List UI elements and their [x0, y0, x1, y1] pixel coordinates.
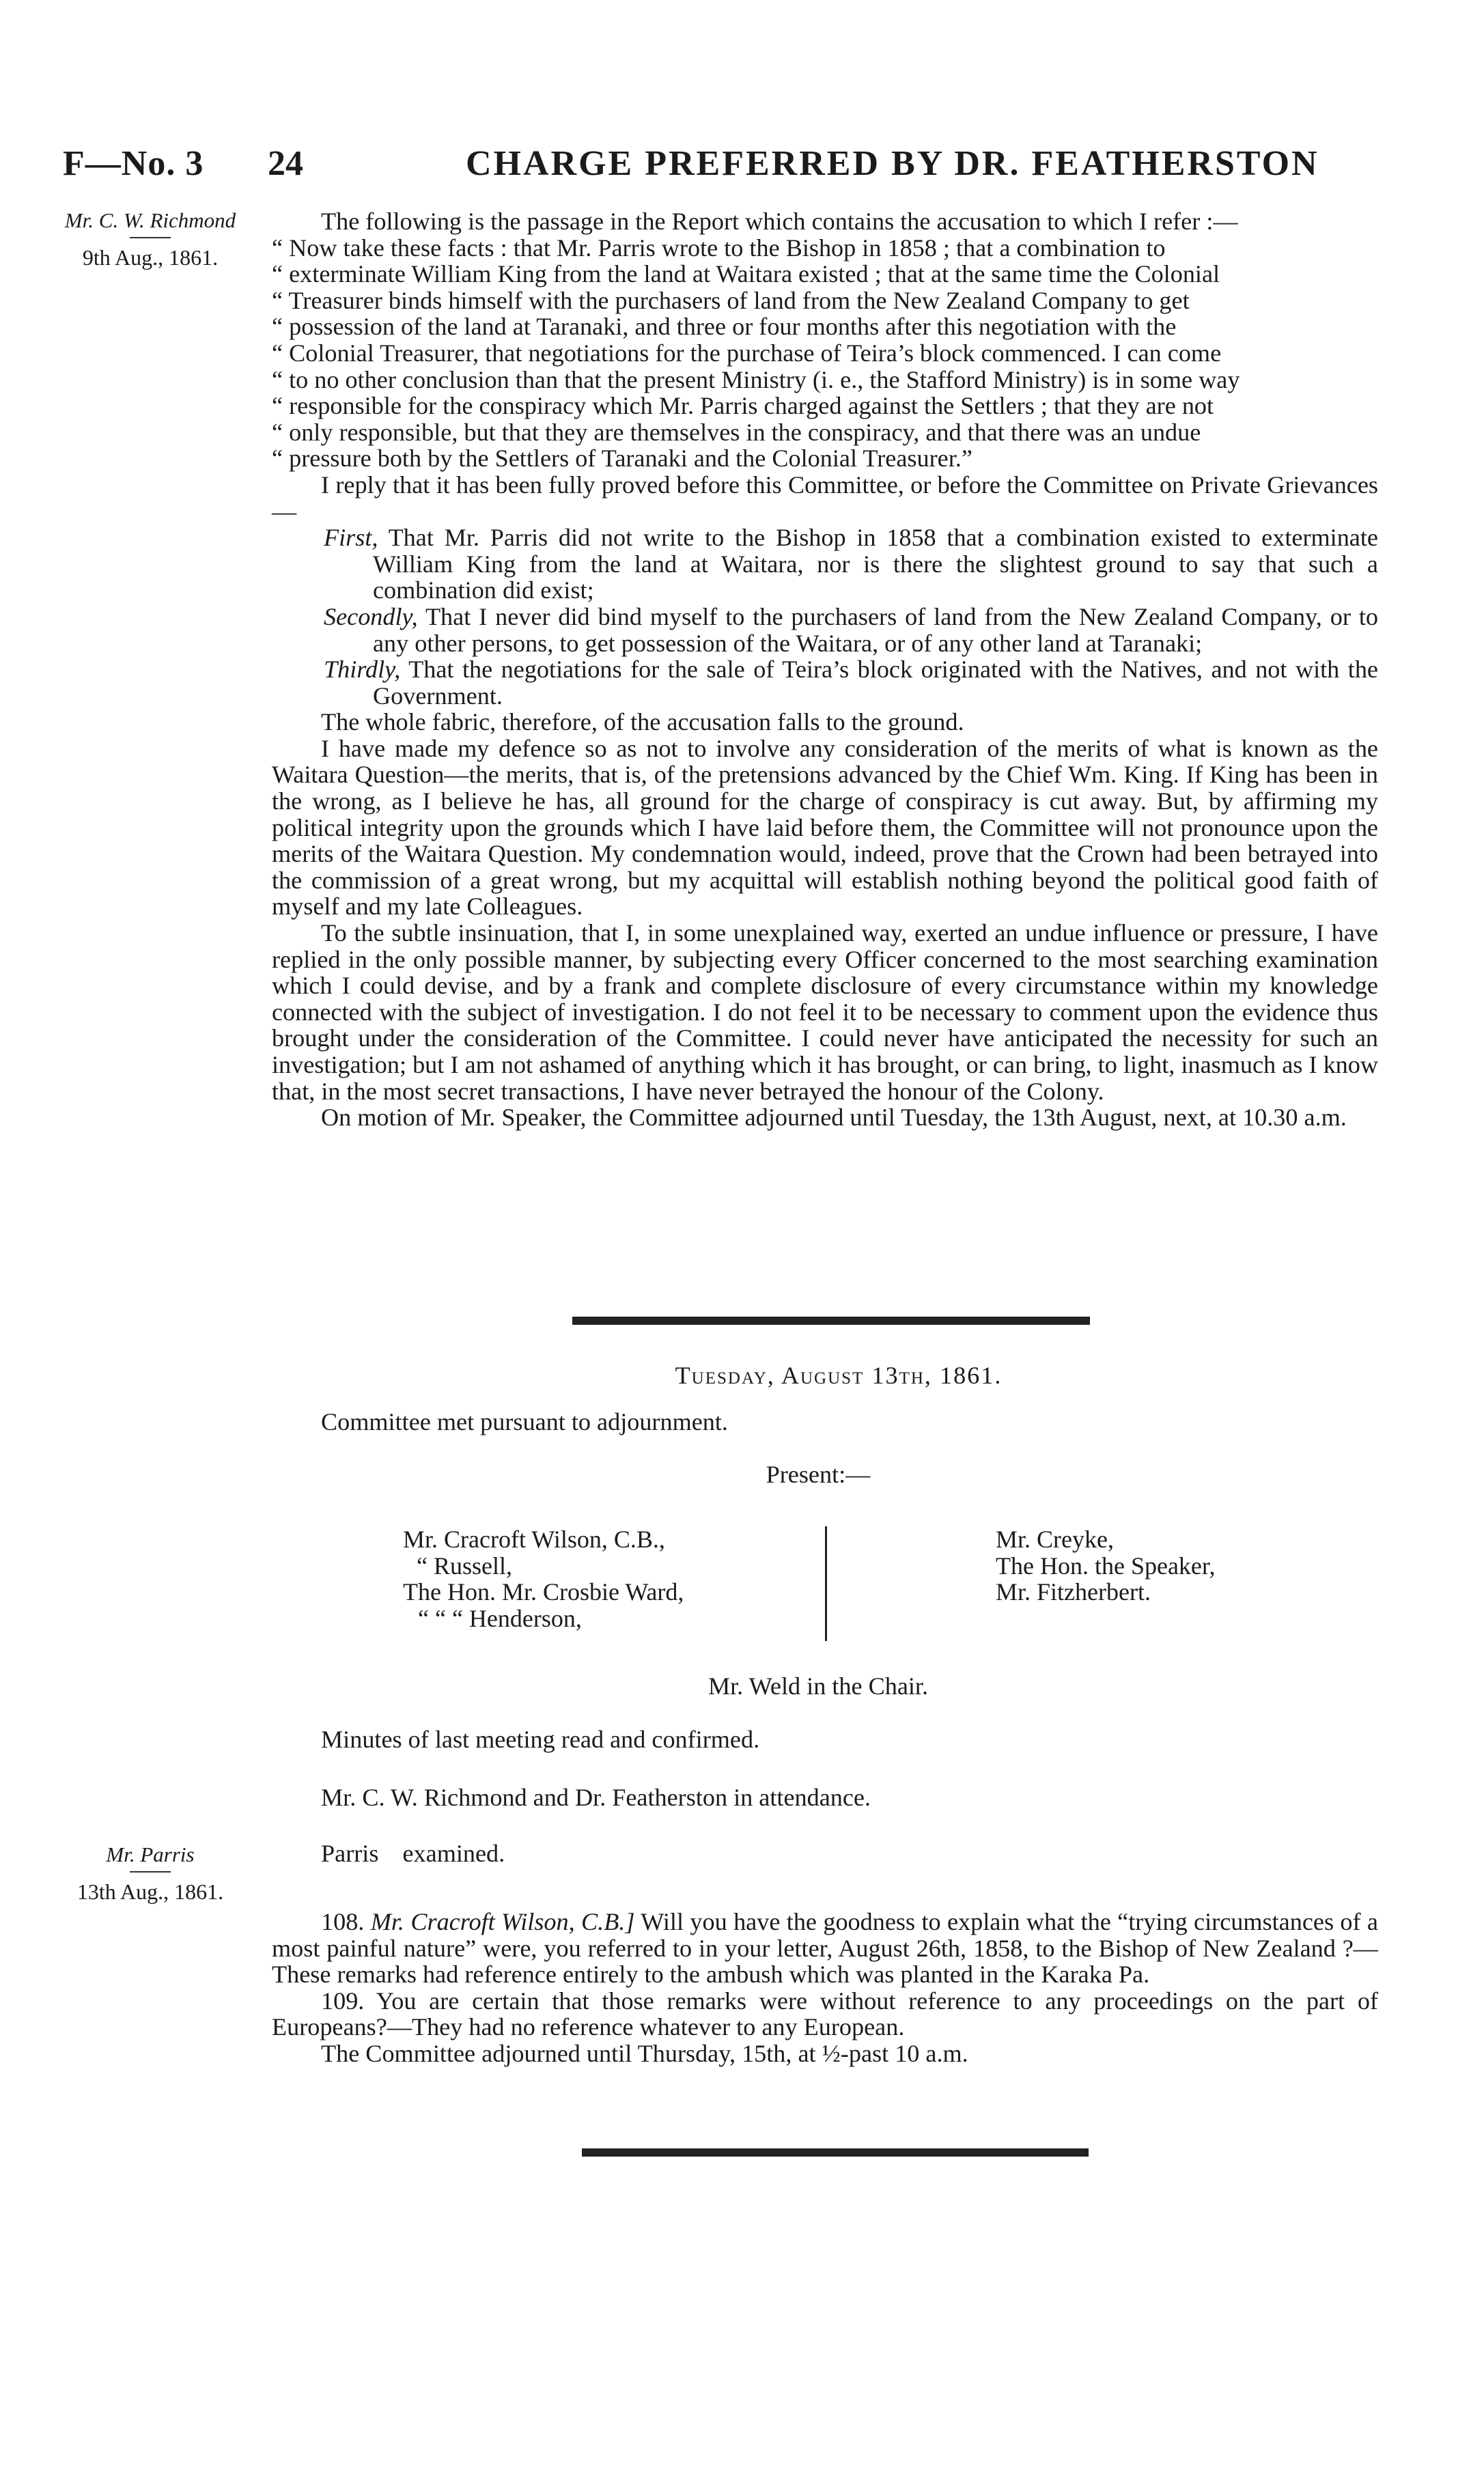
point-text: That the negotiations for the sale of Teira’s block originated with the Natives, and not with the Government.: [373, 656, 1378, 710]
column-divider: [825, 1526, 827, 1641]
first-section: [272, 208, 1378, 1131]
present-label: Present:—: [766, 1461, 871, 1488]
quote-line: “ pressure both by the Settlers of Taranaki and the Colonial Treasurer.”: [272, 445, 972, 473]
present-right-column: [996, 1526, 1351, 1605]
margin-date: 9th Aug., 1861.: [82, 245, 219, 270]
met-line: Committee met pursuant to adjournment.: [321, 1408, 728, 1435]
meeting-date: Tuesday, August 13th, 1861.: [675, 1362, 1003, 1389]
point-second: [272, 604, 1378, 656]
margin-note-richmond: [41, 208, 260, 270]
quote-line: “ possession of the land at Taranaki, and three or four months after this negotiation with the: [272, 313, 1177, 341]
quote-line: “ exterminate William King from the land at Waitara existed ; that at the same time the Colonial: [272, 260, 1220, 288]
examined-word: examined.: [402, 1840, 505, 1867]
date-heading: [272, 1362, 1405, 1389]
quote-line: “ responsible for the conspiracy which Mr. Parris charged against the Settlers ; that they are not: [272, 392, 1214, 420]
body-paragraph: I have made my defence so as not to involve any consideration of the merits of what is known as the Waitara Question—the merits, that is, of the pretensions advanced by the Chief Wm. King. If King has been in the wrong, as I believe he has, all ground for the charge of conspiracy is cut away. But, by affirming my political integrity upon the grounds which I have laid before them, the Committee will not pronounce upon the merits of the Waitara Question. My condemnation would, indeed, prove that the Crown had been betrayed into the commission of a great wrong, but my acquittal will establish nothing beyond the political good faith of myself and my late Colleagues.: [272, 734, 1378, 921]
evidence-section: [272, 1909, 1378, 2067]
question-number: 108.: [321, 1908, 365, 1935]
quote-line: “ only responsible, but that they are themselves in the conspiracy, and that there was an undue: [272, 418, 1201, 446]
quote-line: “ to no other conclusion than that the present Ministry (i. e., the Stafford Ministry) is in some way: [272, 365, 1240, 393]
member-name: Mr. Creyke,: [996, 1526, 1114, 1553]
chair-line: Mr. Weld in the Chair.: [708, 1672, 929, 1700]
body-paragraph: The whole fabric, therefore, of the accusation falls to the ground.: [321, 708, 964, 736]
section-divider: [572, 1317, 1090, 1325]
witness-name: Parris: [321, 1840, 379, 1867]
question-108: [272, 1909, 1378, 1988]
margin-witness-name: Mr. C. W. Richmond: [64, 208, 236, 232]
adjournment-paragraph: On motion of Mr. Speaker, the Committee adjourned until Tuesday, the 13th August, next, at 10.30 a.m.: [321, 1104, 1347, 1132]
page-title: CHARGE PREFERRED BY DR. FEATHERSTON: [466, 144, 1319, 183]
intro-paragraph: The following is the passage in the Report which contains the accusation to which I refer :—: [321, 208, 1238, 235]
attendance-line: Mr. C. W. Richmond and Dr. Featherston in attendance.: [321, 1784, 871, 1811]
question-speaker: Mr. Cracroft Wilson, C.B.]: [370, 1908, 635, 1935]
member-name: “ Russell,: [417, 1552, 512, 1580]
member-name: The Hon. the Speaker,: [996, 1552, 1216, 1580]
closing-divider: [582, 2148, 1089, 2157]
member-name: The Hon. Mr. Crosbie Ward,: [403, 1578, 684, 1606]
quote-line: “ Treasurer binds himself with the purchasers of land from the New Zealand Company to get: [272, 286, 1190, 314]
member-name: Mr. Cracroft Wilson, C.B.,: [403, 1526, 665, 1553]
body-paragraph: To the subtle insinuation, that I, in some unexplained way, exerted an undue influence or pressure, I have replied in the only possible manner, by subjecting every Officer concerned to the most searching examination which I could devise, and by a frank and complete disclosure of every circumstance within my knowledge connected with the subject of investigation. I do not feel it to be necessary to comment upon the evidence thus brought under the consideration of the Committee. I could never have anticipated the necessity for such an investigation; but I am not ashamed of anything which it has brought, or can bring, to light, inasmuch as I know that, in the most secret transactions, I have never betrayed the honour of the Colony.: [272, 919, 1378, 1105]
adjourned-line: The Committee adjourned until Thursday, 15th, at ½-past 10 a.m.: [321, 2039, 968, 2067]
question-109: 109. You are certain that those remarks were without reference to any proceedings on the part of Europeans?—They had no reference whatever to any European.: [272, 1987, 1378, 2041]
paper-number: F—No. 3: [63, 144, 204, 183]
quote-line: “ Colonial Treasurer, that negotiations for the purchase of Teira’s block commenced. I can come: [272, 339, 1222, 367]
present-left-column: [403, 1526, 813, 1631]
margin-witness-name: Mr. Parris: [106, 1842, 195, 1866]
page-header: [63, 143, 1401, 184]
margin-rule: [130, 237, 171, 238]
point-third: [272, 656, 1378, 709]
margin-note-parris: [41, 1842, 260, 1905]
member-name: “ “ “ Henderson,: [418, 1604, 582, 1632]
reply-paragraph: I reply that it has been fully proved before this Committee, or before the Committee on Private Grievances—: [272, 471, 1378, 525]
point-label: Secondly,: [324, 602, 418, 630]
page-number: 24: [268, 144, 303, 183]
margin-rule: [130, 1871, 171, 1873]
margin-date: 13th Aug., 1861.: [76, 1879, 224, 1904]
point-text: That Mr. Parris did not write to the Bishop in 1858 that a combination existed to exterminate William King from the land at Waitara, nor is there the slightest ground to say that such a combination did exist;: [373, 524, 1378, 604]
point-text: That I never did bind myself to the purchasers of land from the New Zealand Company, or to any other persons, to get possession of the Waitara, or of any other land at Taranaki;: [373, 602, 1378, 657]
minutes-line: Minutes of last meeting read and confirmed.: [321, 1726, 760, 1753]
examined-line: [321, 1840, 1386, 1867]
quote-line: “ Now take these facts : that Mr. Parris wrote to the Bishop in 1858 ; that a combination to: [272, 234, 1166, 262]
point-first: [272, 524, 1378, 604]
point-label: First,: [324, 524, 378, 552]
point-label: Thirdly,: [324, 656, 401, 684]
member-name: Mr. Fitzherbert.: [996, 1578, 1151, 1606]
quoted-passage: [272, 235, 1378, 472]
question-text: Will you have the goodness to explain what the “trying circumstances of a most painful nature” were, you referred to in your letter, August 26th, 1858, to the Bishop of New Zealand ?—These remarks had reference entirely to the ambush which was planted in the Karaka Pa.: [272, 1908, 1378, 1989]
